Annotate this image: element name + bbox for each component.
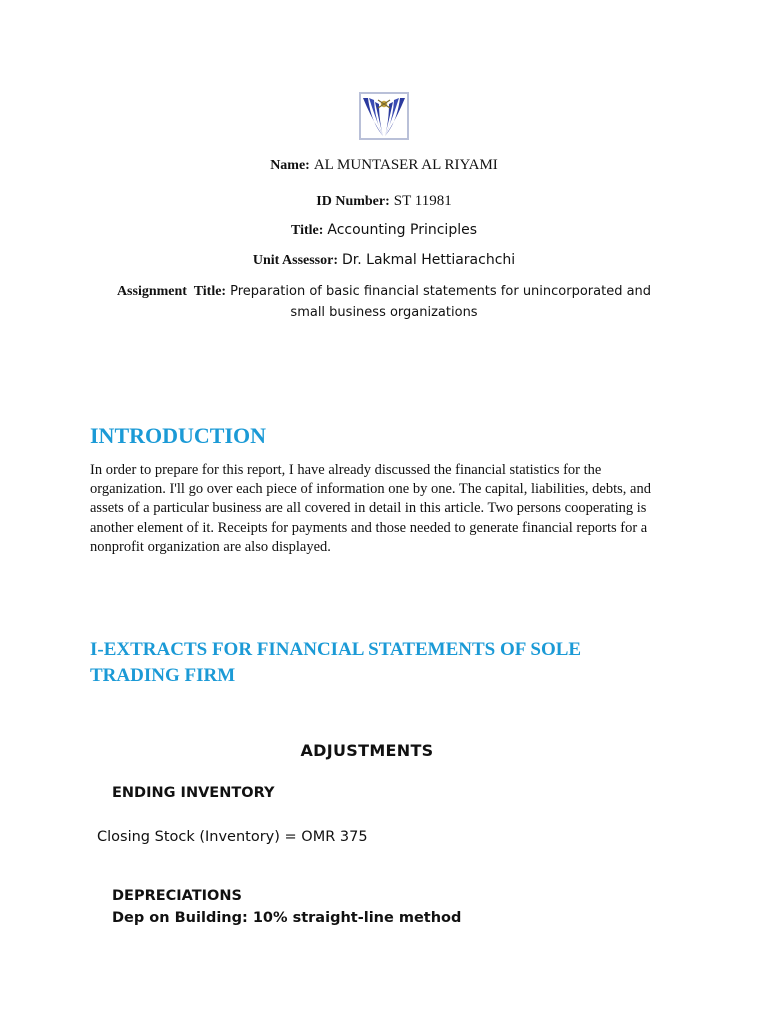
section-heading-extracts: I-EXTRACTS FOR FINANCIAL STATEMENTS OF SOLE TRADING FIRM [90, 639, 582, 686]
id-number-label: ID Number: [316, 194, 390, 209]
id-number: ST 11981 [393, 193, 452, 209]
assessor-line [0, 251, 768, 269]
assessor-name: Dr. Lakmal Hettiarachchi [342, 252, 516, 268]
depreciations-heading: DEPRECIATIONS [112, 888, 242, 904]
closing-stock-line: Closing Stock (Inventory) = OMR 375 [97, 829, 368, 845]
id-number-line [0, 192, 768, 210]
course-title: Accounting Principles [327, 222, 478, 238]
assessor-label: Unit Assessor: [252, 253, 338, 268]
assignment-title-label: Assignment Title: [116, 284, 227, 299]
course-title-line [0, 221, 768, 239]
assignment-title-block [105, 281, 663, 323]
ending-inventory-heading: ENDING INVENTORY [112, 785, 275, 801]
introduction-heading: INTRODUCTION [90, 423, 267, 448]
introduction-paragraph: In order to prepare for this report, I have already discussed the financial statistics for the organization. I'll go over each piece of information one by one. The capital, liabilities, debts, and assets of a particular business are all covered in detail in this article. Two persons cooperating is another element of it. Receipts for payments and those needed to generate financial reports for a nonprofit organization are also displayed. [90, 462, 651, 555]
adjustments-heading: ADJUSTMENTS [300, 741, 434, 760]
name-label: Name: [270, 158, 310, 173]
title-label: Title: [290, 223, 324, 238]
assignment-title: Preparation of basic financial statements for unincorporated and small business organizations [230, 284, 652, 320]
student-name-line [0, 156, 768, 174]
institution-logo-icon [359, 92, 409, 140]
student-name: AL MUNTASER AL RIYAMI [313, 157, 498, 173]
dep-building-line: Dep on Building: 10% straight-line method [112, 910, 462, 926]
